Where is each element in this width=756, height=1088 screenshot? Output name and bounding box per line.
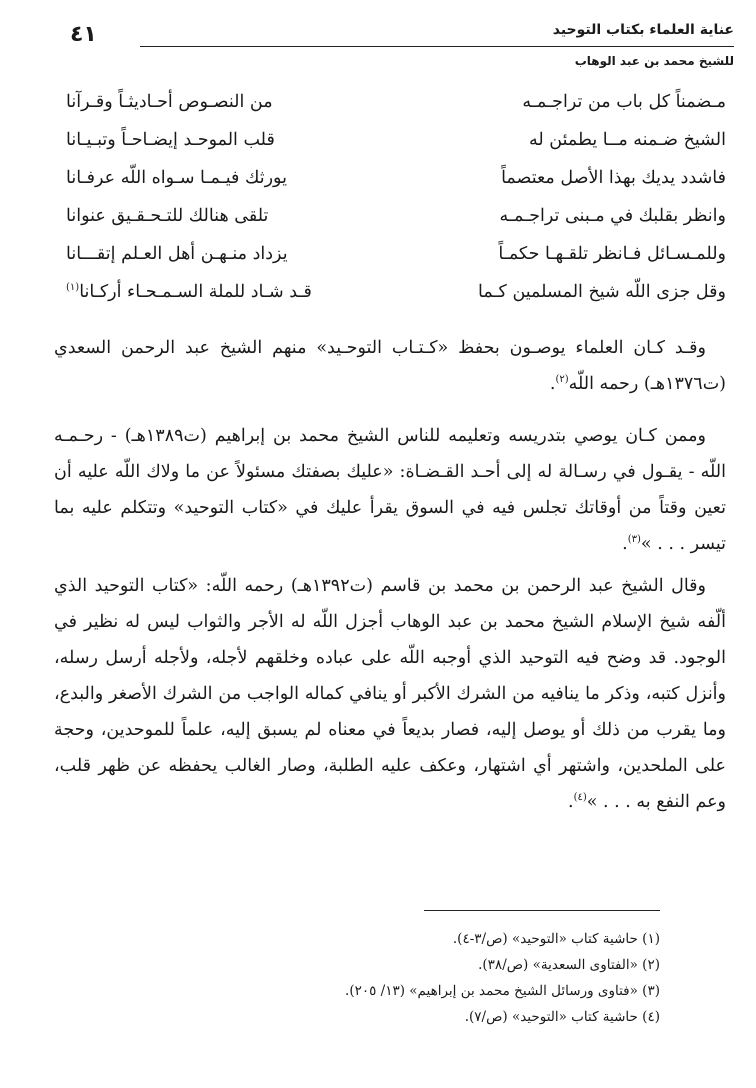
running-header-title: عناية العلماء بكتاب التوحيد xyxy=(552,22,734,38)
poem-verse xyxy=(66,92,726,130)
verse-first-hemistich: وانظر بقلبك في مـبنى تراجـمـه xyxy=(499,206,726,226)
footnote: (٤) حاشية كتاب «التوحيد» (ص/٧). xyxy=(464,1009,660,1025)
verse-first-hemistich: وقل جزى اللّه شيخ المسلمين كـما xyxy=(477,282,726,302)
footnote: (٣) «فتاوى ورسائل الشيخ محمد بن إبراهيم» (١٣/ ٢٠٥). xyxy=(345,983,660,999)
poem-verse xyxy=(66,282,726,320)
verse-second-hemistich: قلب الموحـد إيضـاحـاً وتبـيـانا xyxy=(66,130,275,150)
footnote: (١) حاشية كتاب «التوحيد» (ص/٣-٤). xyxy=(452,931,660,947)
verse-second-hemistich xyxy=(66,282,366,302)
paragraph xyxy=(54,568,726,820)
poem-verse xyxy=(66,130,726,168)
verse-second-hemistich: يورثك فيـمـا سـواه اللّه عرفـانا xyxy=(66,168,287,188)
verse-first-hemistich: وللمـسـائل فـانظر تلقـهـا حكمـاً xyxy=(498,244,726,264)
footnotes xyxy=(54,926,660,1030)
verse-second-hemistich: من النصـوص أحـاديثـاً وقـرآنا xyxy=(66,92,273,112)
paragraph-tail: . xyxy=(568,792,574,812)
footnote-marker: (٢) xyxy=(555,374,569,386)
paragraph xyxy=(54,330,726,402)
poem-verse xyxy=(66,206,726,244)
footnote-marker: (٤) xyxy=(573,792,587,804)
paragraph xyxy=(54,418,726,562)
page-number: ٤١ xyxy=(70,22,97,47)
verse-second-hemistich: تلقى هنالك للتـحـقـيق عنوانا xyxy=(66,206,269,226)
paragraph-text: وقال الشيخ عبد الرحمن بن محمد بن قاسم (ت١٣٩٢هـ) رحمه اللّه: «كتاب التوحيد الذي ألّفه شيخ الإسلام الشيخ محمد بن عبد الوهاب أجزل اللّه له الأجر والثواب ليس له نظير في الوجود. قد وضح فيه التوحيد الذي أوجبه اللّه على عباده وخلقهم لأجله، ولأجله أرسل رسله، وأنزل كتبه، وذكر ما ينافيه من الشرك الأكبر أو ينافي كماله الواجب من الشرك الأصغر والبدع، وما يقرب من ذلك أو يوصل إليه، فصار بديعاً في معناه لم يسبق إليه، علماً للموحدين، وحجة على الملحدين، واشتهر أي اشتهار، وعكف عليه الطلبة، وصار الغالب يحفظه عن ظهر قلب، وعم النفع به . . . » xyxy=(54,576,726,812)
hemistich-text: قـد شـاد للملة السـمـحـاء أركـانا xyxy=(79,282,312,302)
paragraph-tail: . xyxy=(549,374,556,394)
poem-verse xyxy=(66,168,726,206)
header-rule xyxy=(140,46,734,47)
verse-first-hemistich: الشيخ ضـمنه مــا يطمئن له xyxy=(528,130,726,150)
footnote: (٢) «الفتاوى السعدية» (ص/٣٨). xyxy=(478,957,660,973)
footnote-marker: (٣) xyxy=(627,534,641,546)
footnote-marker: (١) xyxy=(66,282,80,294)
verse-second-hemistich: يزداد منـهـن أهل العـلم إتقـــانا xyxy=(66,244,288,264)
footnote-rule xyxy=(424,910,660,911)
poem-verse xyxy=(66,244,726,282)
paragraph-tail: . xyxy=(622,534,628,554)
paragraph-text: وممن كـان يوصي بتدريسه وتعليمه للناس الشيخ محمد بن إبراهيم (ت١٣٨٩هـ) - رحـمـه اللّه - يقـول في رسـالة له إلى أحـد القـضـاة: «عليك بصفتك مسئولاً عن ما ولاك اللّه عليه أن تعين وقتاً من أوقاتك تجلس فيه في السوق يقرأ عليك في «كتاب التوحيد» وتتكلم عليه بما تيسر . . . » xyxy=(54,426,726,554)
running-header-subtitle: للشيخ محمد بن عبد الوهاب xyxy=(574,54,734,68)
verse-first-hemistich: فاشدد يديك بهذا الأصل معتصماً xyxy=(501,168,726,188)
verse-first-hemistich: مـضمناً كل باب من تراجـمـه xyxy=(522,92,726,112)
poem xyxy=(66,92,726,320)
paragraph-text: وقـد كـان العلماء يوصـون بحفظ «كـتـاب التوحـيد» منهم الشيخ عبد الرحمن السعدي (ت١٣٧٦هـ) رحمه اللّه xyxy=(54,338,726,394)
